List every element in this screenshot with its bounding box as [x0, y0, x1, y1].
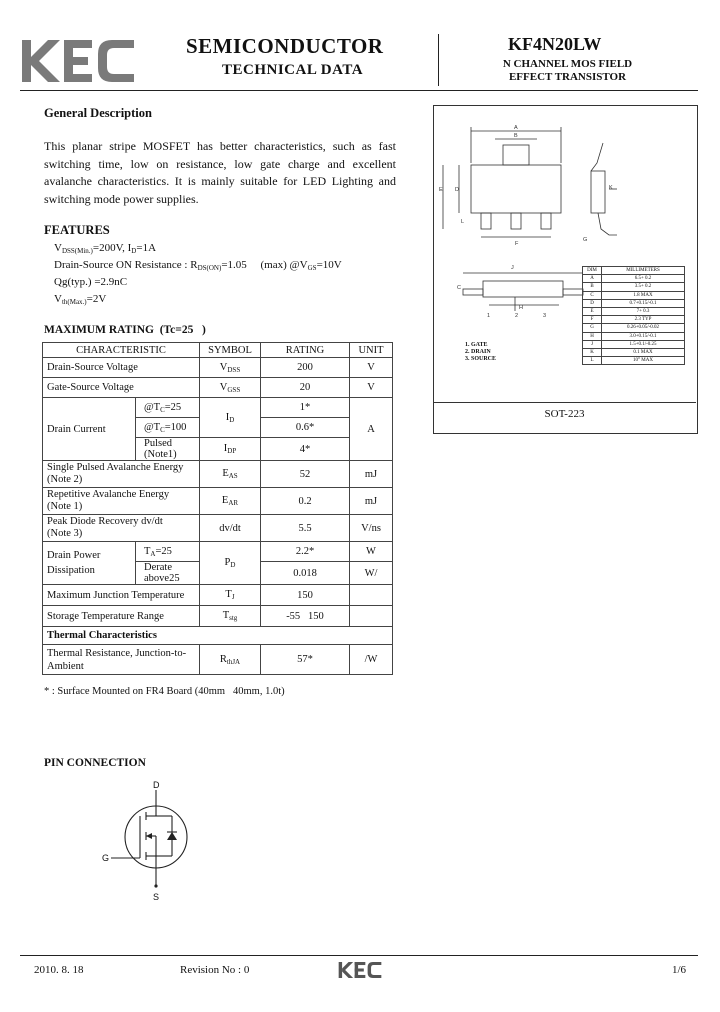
r4-char2: (Note 2): [47, 474, 83, 485]
r3-cond1-b: =25: [164, 401, 182, 413]
r5-sym-main: E: [221, 495, 229, 506]
r4-sym-sub: AS: [228, 472, 238, 480]
r3-cond3: Pulsed (Note1): [136, 438, 200, 461]
label-C: C: [457, 285, 461, 291]
part-number: KF4N20LW: [508, 34, 602, 54]
r10-char1: Thermal Resistance, Junction-to-: [47, 647, 187, 659]
r5-unit: mJ: [350, 488, 393, 515]
r1-sym-sub: DSS: [227, 365, 241, 374]
dim-header-dim: DIM: [583, 267, 602, 275]
r4-sym-main: E: [222, 468, 229, 479]
pin-source: 3. SOURCE: [465, 356, 497, 362]
r8-sym: [200, 585, 261, 606]
r3-cond2: [136, 418, 200, 438]
r6-rating: 5.5: [261, 515, 350, 542]
dim-header-mm: MILLIMETERS: [602, 267, 685, 275]
arrow-icon: [146, 833, 152, 839]
r3-rating1: 1*: [261, 398, 350, 418]
r4-char1: Single Pulsed Avalanche Energy: [47, 462, 184, 473]
footer-rule: [20, 955, 698, 956]
r10-sym-sub: thJA: [226, 657, 241, 666]
dim-e: E: [583, 307, 602, 315]
device-line-1: N CHANNEL MOS FIELD: [502, 58, 633, 70]
mosfet-symbol-icon: [96, 780, 206, 906]
dim-f-val: 2.3 TYP: [602, 316, 685, 324]
table-row: [43, 378, 393, 398]
r5-sym-sub: AR: [228, 499, 239, 507]
terminal-g: G: [102, 853, 110, 863]
header-rule: [20, 90, 698, 91]
kec-logo: [22, 40, 134, 82]
r6-char1: Peak Diode Recovery dv/dt: [47, 516, 163, 527]
r7-char1: Drain Power: [47, 550, 101, 561]
table-row: [43, 542, 393, 562]
col-characteristic: CHARACTERISTIC: [43, 343, 200, 358]
footer-page: 1/6: [672, 964, 687, 976]
r1-char: Drain-Source Voltage: [43, 358, 200, 378]
r2-sym-sub: GSS: [227, 385, 241, 394]
r6-char: [43, 515, 200, 542]
r7-cond1-a: T: [144, 545, 151, 557]
col-rating: RATING: [261, 343, 350, 358]
r8-sym-main: T: [225, 589, 232, 600]
r3-sym1: [200, 398, 261, 438]
source-dot: [154, 884, 157, 887]
r6-sym: dv/dt: [200, 515, 261, 542]
r6-unit: V/ns: [350, 515, 393, 542]
r4-sym: [200, 461, 261, 488]
r2-sym-main: V: [219, 381, 228, 393]
r3-char: Drain Current: [43, 398, 136, 461]
footer-date: 2010. 8. 18: [34, 964, 84, 976]
dim-d-val: 0.7+0.15/-0.1: [602, 299, 685, 307]
device-line-2: EFFECT TRANSISTOR: [508, 71, 627, 83]
r10-unit: /W: [350, 645, 393, 675]
r9-char: Storage Temperature Range: [43, 606, 200, 627]
r9-sym-sub: stg: [229, 614, 238, 622]
package-divider: [433, 402, 696, 403]
r3-rating3: 4*: [261, 438, 350, 461]
r5-char: [43, 488, 200, 515]
r3-cond1-a: @T: [144, 401, 161, 413]
r9-unit: [350, 606, 393, 627]
footer-kec-logo: [332, 962, 388, 978]
r3-sym1-sub: D: [229, 415, 235, 424]
r5-rating: 0.2: [261, 488, 350, 515]
features-heading: FEATURES: [44, 223, 110, 237]
device-type: [470, 58, 665, 84]
r10-sym-main: R: [219, 653, 227, 665]
table-row: [43, 515, 393, 542]
r7-char2: Dissipation: [47, 565, 95, 576]
r3-rating2: 0.6*: [261, 418, 350, 438]
feat4-b: =2V: [86, 293, 107, 305]
table-row: [43, 606, 393, 627]
label-pin-1: 1: [487, 313, 491, 319]
terminal-s: S: [153, 892, 160, 902]
r7-unit1: W: [350, 542, 393, 562]
r8-unit: [350, 585, 393, 606]
r7-unit2: W/: [350, 562, 393, 585]
feat2-a-sub: DS(ON): [197, 264, 222, 272]
footnote: * : Surface Mounted on FR4 Board (40mm 40mm, 1.0t): [44, 686, 285, 697]
r5-char1: Repetitive Avalanche Energy: [47, 489, 170, 500]
label-pin-2: 2: [515, 313, 519, 319]
dim-l: L: [583, 357, 602, 365]
table-row: [43, 358, 393, 378]
pin-list: [465, 342, 496, 363]
dim-j-val: 1.5+0.1/-0.25: [602, 340, 685, 348]
table-row: [43, 645, 393, 675]
label-L: L: [461, 219, 465, 225]
label-E: E: [439, 187, 443, 193]
table-row: [43, 461, 393, 488]
dim-h: H: [583, 332, 602, 340]
feat4-a: V: [54, 293, 62, 305]
feature-qg: Qg(typ.) =2.9nC: [54, 276, 128, 288]
label-H: H: [519, 305, 523, 311]
package-name: SOT-223: [544, 408, 585, 420]
r3-cond1-sub: C: [160, 405, 165, 414]
feat2-b-sub: GS: [307, 264, 317, 272]
feat1-c: =1A: [136, 242, 157, 254]
label-J: J: [511, 265, 514, 271]
thermal-heading: Thermal Characteristics: [43, 627, 393, 645]
r3-sym2-main: I: [223, 443, 228, 454]
table-row: [43, 627, 393, 645]
dim-l-val: 10° MAX: [602, 357, 685, 365]
dim-k-val: 0.1 MAX: [602, 348, 685, 356]
r4-char: [43, 461, 200, 488]
r10-sym: [200, 645, 261, 675]
r10-rating: 57*: [261, 645, 350, 675]
r8-rating: 150: [261, 585, 350, 606]
dim-j: J: [583, 340, 602, 348]
r8-char: Maximum Junction Temperature: [43, 585, 200, 606]
dim-e-val: 7+ 0.3: [602, 307, 685, 315]
dim-a-val: 6.5+ 0.2: [602, 275, 685, 283]
max-rating-heading: MAXIMUM RATING (Tc=25 ): [44, 324, 206, 336]
dim-a: A: [583, 275, 602, 283]
r4-unit: mJ: [350, 461, 393, 488]
feature-vdss: [54, 242, 156, 255]
r8-sym-sub: J: [231, 593, 235, 601]
r3-cond2-b: =100: [164, 421, 187, 433]
r6-char2: (Note 3): [47, 528, 83, 539]
r7-cond1-b: =25: [155, 545, 172, 557]
r2-sym: [200, 378, 261, 398]
r1-sym: [200, 358, 261, 378]
feat1-b: =200V, I: [92, 242, 132, 254]
pin-connection-heading: PIN CONNECTION: [44, 757, 146, 769]
label-A: A: [514, 125, 518, 131]
r3-sym2: [200, 438, 261, 461]
r2-rating: 20: [261, 378, 350, 398]
r10-char: [43, 645, 200, 675]
dim-k: K: [583, 348, 602, 356]
header-divider: [438, 34, 439, 86]
r1-rating: 200: [261, 358, 350, 378]
r3-cond1: [136, 398, 200, 418]
label-G: G: [583, 237, 588, 243]
table-row: [43, 488, 393, 515]
r1-sym-main: V: [219, 361, 228, 373]
r7-char: [43, 542, 136, 585]
r3-sym1-main: I: [225, 411, 230, 423]
table-row: [43, 398, 393, 418]
table-row: [43, 585, 393, 606]
feat2-b: =1.05 (max) @V: [221, 259, 308, 271]
header-title: SEMICONDUCTOR: [186, 34, 384, 58]
label-F: F: [515, 241, 519, 247]
r3-cond2-sub: C: [160, 425, 165, 434]
r5-char2: (Note 1): [47, 501, 83, 512]
feat4-a-sub: th(Max.): [61, 298, 87, 306]
feat1-a: V: [54, 242, 62, 254]
r5-sym: [200, 488, 261, 515]
label-K: K: [609, 185, 613, 191]
r2-char: Gate-Source Voltage: [43, 378, 200, 398]
label-pin-3: 3: [543, 313, 547, 319]
dim-b: B: [583, 283, 602, 291]
r7-sym: [200, 542, 261, 585]
r7-sym-sub: D: [230, 561, 236, 569]
r3-cond2-a: @T: [144, 421, 161, 433]
r3-unit: A: [350, 398, 393, 461]
max-rating-table: [42, 342, 393, 675]
feature-vth: [54, 293, 106, 306]
r7-cond1-sub: A: [150, 549, 156, 558]
label-D: D: [455, 187, 459, 193]
r2-unit: V: [350, 378, 393, 398]
footer-revision: Revision No : 0: [180, 964, 250, 976]
r7-rating2: 0.018: [261, 562, 350, 585]
diode-icon: [167, 832, 177, 840]
pin-drain: 2. DRAIN: [465, 349, 491, 355]
dim-b-val: 3.5+ 0.2: [602, 283, 685, 291]
feat1-a-sub: DSS(Min.): [61, 247, 93, 255]
r4-rating: 52: [261, 461, 350, 488]
general-description-heading: General Description: [44, 106, 152, 120]
pin-gate: 1. GATE: [465, 342, 488, 348]
dim-c: C: [583, 291, 602, 299]
r3-sym2-sub: DP: [227, 447, 237, 455]
col-unit: UNIT: [350, 343, 393, 358]
header-subtitle: TECHNICAL DATA: [222, 62, 364, 78]
dim-d: D: [583, 299, 602, 307]
dim-c-val: 1.8 MAX: [602, 291, 685, 299]
r10-char2: Ambient: [47, 660, 84, 672]
dim-g-val: 0.26+0.05/-0.02: [602, 324, 685, 332]
feat2-c: =10V: [316, 259, 342, 271]
feat1-b-sub: D: [131, 247, 137, 255]
r9-sym-main: T: [222, 610, 230, 621]
r7-cond2: Derate above25: [136, 562, 200, 585]
dim-h-val: 3.0+0.15/-0.1: [602, 332, 685, 340]
terminal-d: D: [153, 780, 160, 790]
r9-rating: -55 150: [261, 606, 350, 627]
dimension-table: [582, 266, 685, 365]
col-symbol: SYMBOL: [200, 343, 261, 358]
dim-f: F: [583, 316, 602, 324]
r7-rating1: 2.2*: [261, 542, 350, 562]
r9-sym: [200, 606, 261, 627]
r7-cond1: [136, 542, 200, 562]
feat2-a: Drain-Source ON Resistance : R: [54, 259, 198, 271]
dim-g: G: [583, 324, 602, 332]
feature-rdson: [54, 259, 342, 272]
r7-sym-main: P: [224, 557, 231, 568]
general-description-text: This planar stripe MOSFET has better characteristics, such as fast switching time, low on resistance, low gate charge and excellent avalanche characteristics. It is mainly suitable for LED Lighting and switching mode power supplies.: [44, 139, 396, 206]
label-B: B: [514, 133, 518, 139]
r1-unit: V: [350, 358, 393, 378]
